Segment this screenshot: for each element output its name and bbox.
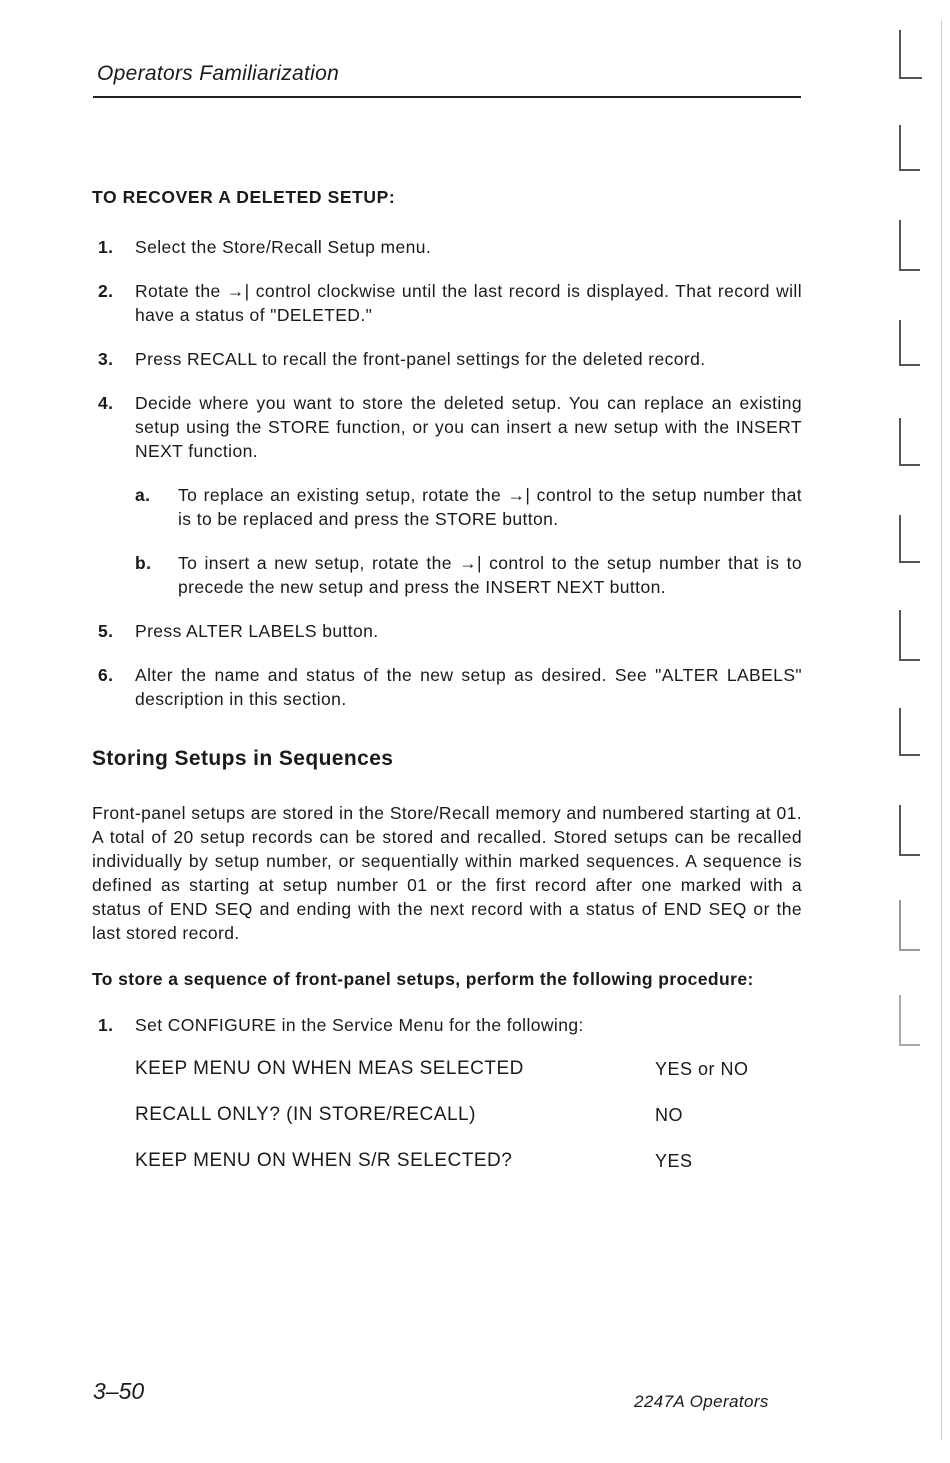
- step-number: 6.: [98, 665, 114, 685]
- page-number: 3–50: [93, 1378, 145, 1404]
- step-text: Rotate the →| control clockwise until the last record is displayed. That record will have a status of "DELETED.": [135, 281, 802, 325]
- config-setting: RECALL ONLY? (IN STORE/RECALL): [135, 1104, 476, 1125]
- config-row: [135, 1149, 765, 1195]
- config-setting: KEEP MENU ON WHEN S/R SELECTED?: [135, 1150, 513, 1171]
- tab-mark: [900, 30, 922, 78]
- tab-mark: [900, 805, 920, 855]
- substep-letter: b.: [135, 553, 152, 573]
- page-content: [92, 185, 802, 1195]
- step-text: Set CONFIGURE in the Service Menu for the following:: [135, 1015, 584, 1035]
- tab-mark: [900, 418, 920, 465]
- recover-substep: [135, 551, 802, 599]
- recover-step: [92, 347, 802, 371]
- sequence-step: [92, 1013, 802, 1037]
- config-value: YES or NO: [655, 1059, 749, 1079]
- document-name: 2247A Operators: [634, 1392, 769, 1411]
- step-number: 3.: [98, 349, 114, 369]
- sequences-paragraph: Front-panel setups are stored in the Store/Recall memory and numbered starting at 01. A total of 20 setup records can be stored and recalled. Stored setups can be recalled individually by setup number, or sequentially within marked sequences. A sequence is defined as starting at setup number 01 or the first record after one marked with a status of END SEQ and ending with the next record with a status of END SEQ or the last stored record.: [92, 803, 802, 943]
- config-value: NO: [655, 1105, 683, 1125]
- step-number: 2.: [98, 281, 114, 301]
- procedure-intro: To store a sequence of front-panel setups, perform the following procedure:: [92, 969, 754, 989]
- substep-letter: a.: [135, 485, 151, 505]
- step-text: Select the Store/Recall Setup menu.: [135, 237, 432, 257]
- recover-step: [92, 235, 802, 259]
- step-text: Alter the name and status of the new setup as desired. See "ALTER LABELS" description in this section.: [135, 665, 802, 709]
- recover-step: [92, 279, 802, 327]
- step-number: 1.: [98, 1015, 114, 1035]
- tab-mark: [900, 220, 920, 270]
- tab-mark: [900, 320, 920, 365]
- step-number: 1.: [98, 237, 114, 257]
- tab-mark: [900, 995, 920, 1045]
- tab-mark: [900, 708, 920, 755]
- margin-tab-marks: [890, 20, 950, 1460]
- tab-mark: [900, 515, 920, 562]
- recover-step: [92, 619, 802, 643]
- config-row: [135, 1057, 765, 1103]
- tab-mark: [900, 610, 920, 660]
- recover-substep: [135, 483, 802, 531]
- step-number: 5.: [98, 621, 114, 641]
- recover-step: [92, 663, 802, 711]
- recover-heading: TO RECOVER A DELETED SETUP:: [92, 187, 396, 207]
- recover-step: [92, 391, 802, 463]
- step-text: Press ALTER LABELS button.: [135, 621, 379, 641]
- config-settings-table: [135, 1057, 765, 1195]
- page-header-title: Operators Familiarization: [97, 62, 340, 85]
- tab-mark: [900, 125, 920, 170]
- substep-text: To insert a new setup, rotate the →| control to the setup number that is to precede the new setup and press the INSERT NEXT button.: [178, 553, 802, 597]
- config-value: YES: [655, 1151, 693, 1171]
- step-text: Press RECALL to recall the front-panel settings for the deleted record.: [135, 349, 706, 369]
- tab-mark: [900, 900, 920, 950]
- substep-text: To replace an existing setup, rotate the →| control to the setup number that is to be replaced and press the STORE button.: [178, 485, 802, 529]
- step-number: 4.: [98, 393, 114, 413]
- config-setting: KEEP MENU ON WHEN MEAS SELECTED: [135, 1058, 524, 1079]
- header-rule: [93, 96, 801, 98]
- sequences-heading: Storing Setups in Sequences: [92, 747, 394, 770]
- config-row: [135, 1103, 765, 1149]
- step-text: Decide where you want to store the deleted setup. You can replace an existing setup using the STORE function, or you can insert a new setup with the INSERT NEXT function.: [135, 393, 802, 461]
